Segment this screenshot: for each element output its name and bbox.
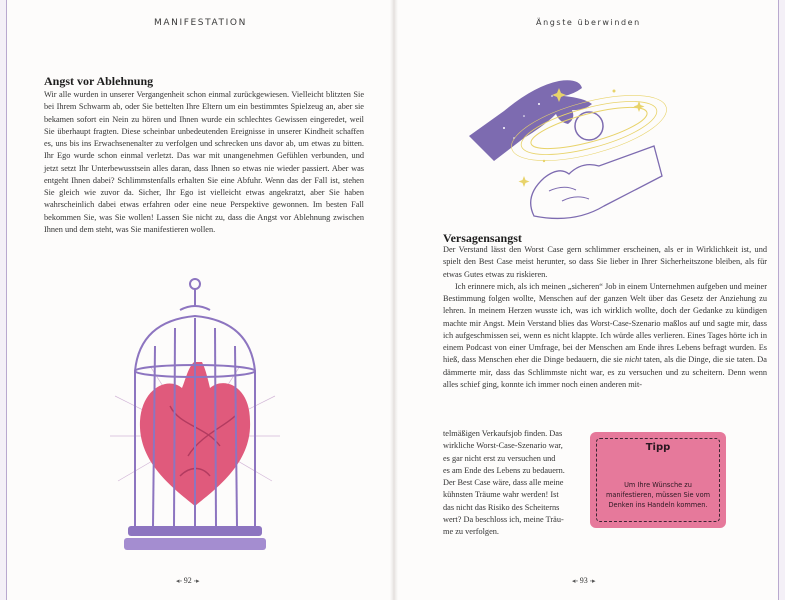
right-running-head: Ängste überwinden xyxy=(536,18,641,27)
right-page-edge xyxy=(778,0,785,600)
tip-text: Um Ihre Wünsche zu manifestieren, müssen Sie vom Denken ins Handeln kommen. xyxy=(605,481,711,509)
tip-title: Tipp xyxy=(645,442,671,453)
narrow-line: das nicht das Risiko des Scheiterns xyxy=(443,502,560,512)
cosmic-hands-icon xyxy=(464,66,664,226)
emphasis-nicht: nicht xyxy=(624,355,642,365)
right-page-number: ◂◦ 93 ◦▸ xyxy=(572,576,596,585)
rejection-paragraph: Wir alle wurden in unserer Vergangenheit schon einmal zurückgewiesen. Vielleicht blitzten Sie bei Ihrem Schwarm ab, oder Sie bettelten Ihre Eltern um ein bestimmtes Spielzeug an, aber sie bekamen sofort ein Nein zu hören und Ihnen wurde ein schlechtes Gewissen eingeredet, weil Sie überhaupt fragten. Diese scheinbar unbedeutenden Ereignisse in unserer Kindheit schaffen es, uns bis ins Erwachsenenalter zu verfolgen und schrecken uns davor ab, um etwas zu bitten. Ihr Ego wurde schon einmal verletzt. Das war mit unangenehmen Gefühlen verbunden, und jetzt setzt Ihr Unterbewusstsein alles daran, dass Ihnen so etwas nie wieder passiert. Aber was entgeht Ihnen dabei? Schlimmstenfalls erhalten Sie eine Abfuhr. Wenn das der Fall ist, stehen Sie gleich wie zuvor da. Sicher, Ihr Ego ist vielleicht etwas angekratzt, aber Sie haben wahrscheinlich dabei etwas erfahren oder eine neue Perspektive gewonnen. Im besten Fall bekommen Sie, was Sie wollen! Lassen Sie nicht zu, dass die Angst vor Ablehnung zwischen Ihnen und dem steht, was Sie manifestieren wollen. xyxy=(44,90,364,234)
section-heading-rejection: Angst vor Ablehnung xyxy=(44,74,154,88)
section-heading-failure: Versagensangst xyxy=(443,231,522,245)
narrow-line: es gar nicht erst zu versuchen und xyxy=(443,453,556,463)
left-running-head: MANIFESTATION xyxy=(154,18,247,28)
failure-paragraph-2: Ich erinnere mich, als ich meinen „sicheren“ Job in einem Unternehmen aufgeben und meiner Bestimmung folgen wollte, Menschen auf der ganzen Welt über das Gesetz der Anziehung zu lehren. In meinem Herzen wusste ich, was ich wirklich wollte, doch der Gedanke zu kündigen machte mir Angst. Mein Verstand blies das Worst-Case-Szenario maßlos auf und sagte mir, dass ich aufgeschmissen sei, wenn es nicht klappte. Ich würde alles verlieren. Eines Tages hörte ich in einem Podcast von einer Umfrage, bei der Menschen am Ende ihres Lebens befragt wurden. Es hieß, dass Menschen eher die Dinge bedauern, die sie nicht taten, als die Dinge, die sie taten. Da dämmerte mir, dass das Schlimmste nicht war, es zu versuchen und zu scheitern. Denn wenn alles schief ging, konnte ich immer noch einen anderen mit- xyxy=(443,281,767,389)
page-ornament-icon: ◂◦ xyxy=(572,577,580,585)
page-number-92: 92 xyxy=(183,576,192,585)
left-body-text xyxy=(44,89,364,236)
narrow-line: me zu verfolgen. xyxy=(443,527,499,536)
narrow-line: wert? Da beschloss ich, meine Träu- xyxy=(443,514,564,524)
narrow-line: kühnsten Träume wahr werden! Ist xyxy=(443,490,559,500)
left-page-number: ◂◦ 92 ◦▸ xyxy=(176,576,200,585)
book-gutter xyxy=(390,0,398,600)
page-number-93: 93 xyxy=(579,576,588,585)
narrow-line: wirkliche Worst-Case-Szenario war, xyxy=(443,441,563,451)
narrow-line: es am Ende des Lebens zu bedauern. xyxy=(443,465,565,475)
narrow-line: telmäßigen Verkaufsjob finden. Das xyxy=(443,429,563,438)
narrow-line: Der Best Case wäre, dass alle meine xyxy=(443,478,564,487)
failure-paragraph-1: Der Verstand lässt den Worst Case gern schlimmer erscheinen, als er in Wirklichkeit ist, und spielt den Best Case meist herunter, so dass Sie lieber in Ihrer Sicherheitszone bleiben, als für etwas Gutes etwas zu riskieren. xyxy=(443,245,767,279)
right-body-text-wide xyxy=(443,244,767,391)
heart-in-birdcage-icon xyxy=(110,276,280,564)
page-ornament-icon: ◂◦ xyxy=(176,577,184,585)
left-page-edge xyxy=(0,0,7,600)
tip-box xyxy=(590,432,726,528)
right-body-text-narrow xyxy=(443,428,579,538)
